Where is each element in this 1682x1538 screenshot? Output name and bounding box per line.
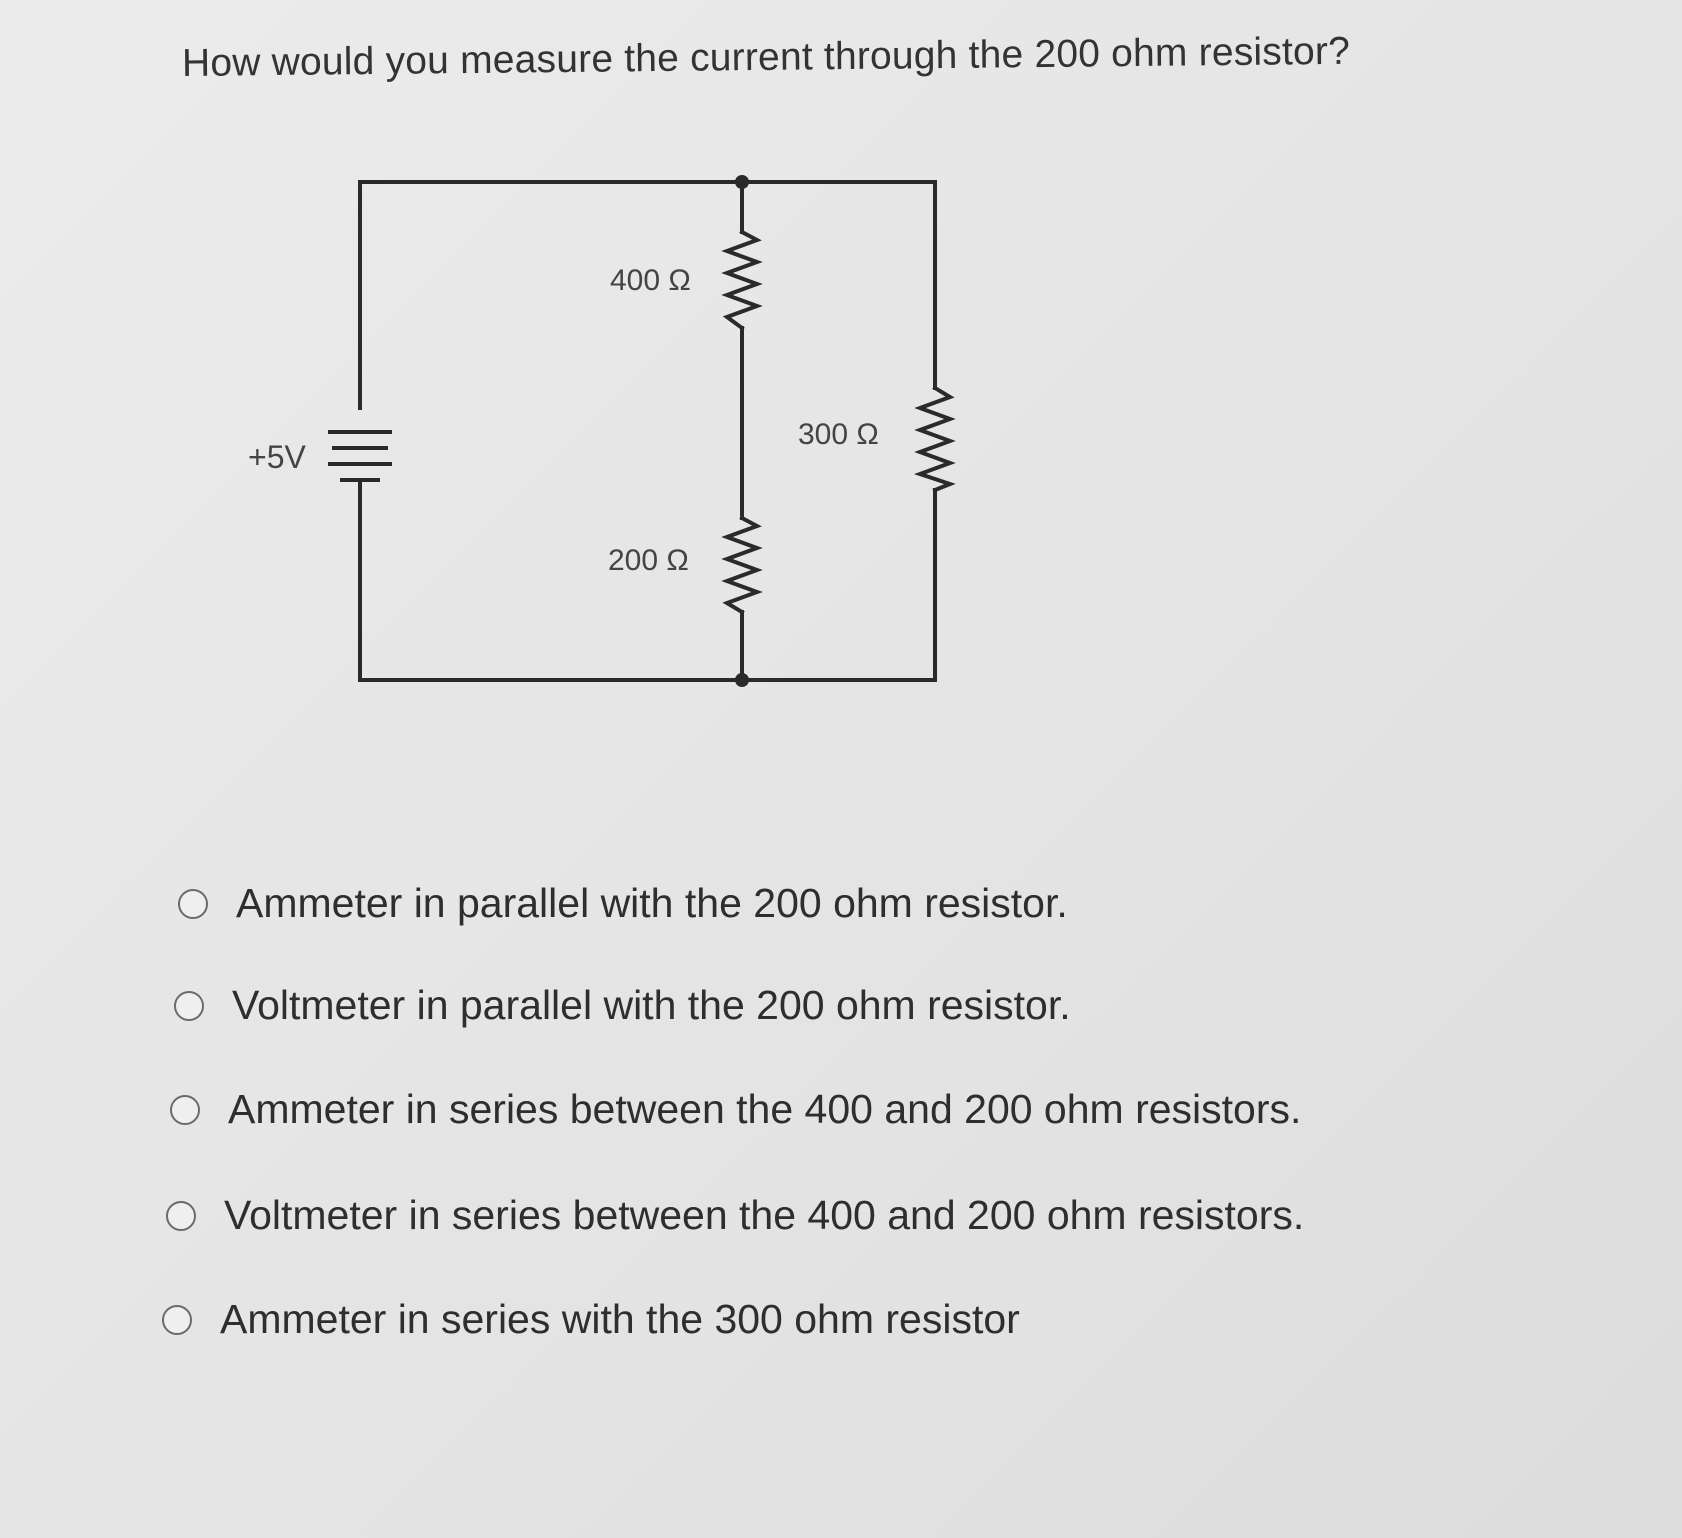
option-3[interactable] xyxy=(170,1086,1301,1133)
option-label[interactable]: Ammeter in series between the 400 and 200 ohm resistors. xyxy=(228,1086,1302,1132)
resistor-400-zigzag xyxy=(727,232,757,328)
circuit-schematic xyxy=(220,150,980,710)
option-label[interactable]: Voltmeter in parallel with the 200 ohm resistor. xyxy=(232,982,1071,1028)
option-5[interactable] xyxy=(162,1296,1020,1343)
radio-unselected-icon[interactable] xyxy=(170,1095,200,1125)
battery-icon xyxy=(328,432,392,480)
option-4[interactable] xyxy=(166,1192,1304,1239)
option-2[interactable] xyxy=(174,982,1071,1029)
question-text: How would you measure the current through the 200 ohm resistor? xyxy=(181,29,1351,85)
option-label[interactable]: Ammeter in parallel with the 200 ohm resistor. xyxy=(236,880,1068,926)
resistor-300-zigzag xyxy=(920,388,950,490)
option-label[interactable]: Voltmeter in series between the 400 and 200 ohm resistors. xyxy=(224,1192,1305,1238)
resistor-200-label: 200 Ω xyxy=(608,544,689,577)
resistor-300-label: 300 Ω xyxy=(798,418,879,451)
radio-unselected-icon[interactable] xyxy=(166,1201,196,1231)
junction-bottom xyxy=(735,673,749,687)
option-label[interactable]: Ammeter in series with the 300 ohm resistor xyxy=(220,1296,1020,1342)
option-1[interactable] xyxy=(178,880,1068,927)
resistor-200-zigzag xyxy=(727,518,757,612)
resistor-400-label: 400 Ω xyxy=(610,264,691,297)
radio-unselected-icon[interactable] xyxy=(178,889,208,919)
source-label: +5V xyxy=(248,439,306,475)
junction-top xyxy=(735,175,749,189)
circuit-diagram xyxy=(220,150,980,710)
radio-unselected-icon[interactable] xyxy=(162,1305,192,1335)
radio-unselected-icon[interactable] xyxy=(174,991,204,1021)
